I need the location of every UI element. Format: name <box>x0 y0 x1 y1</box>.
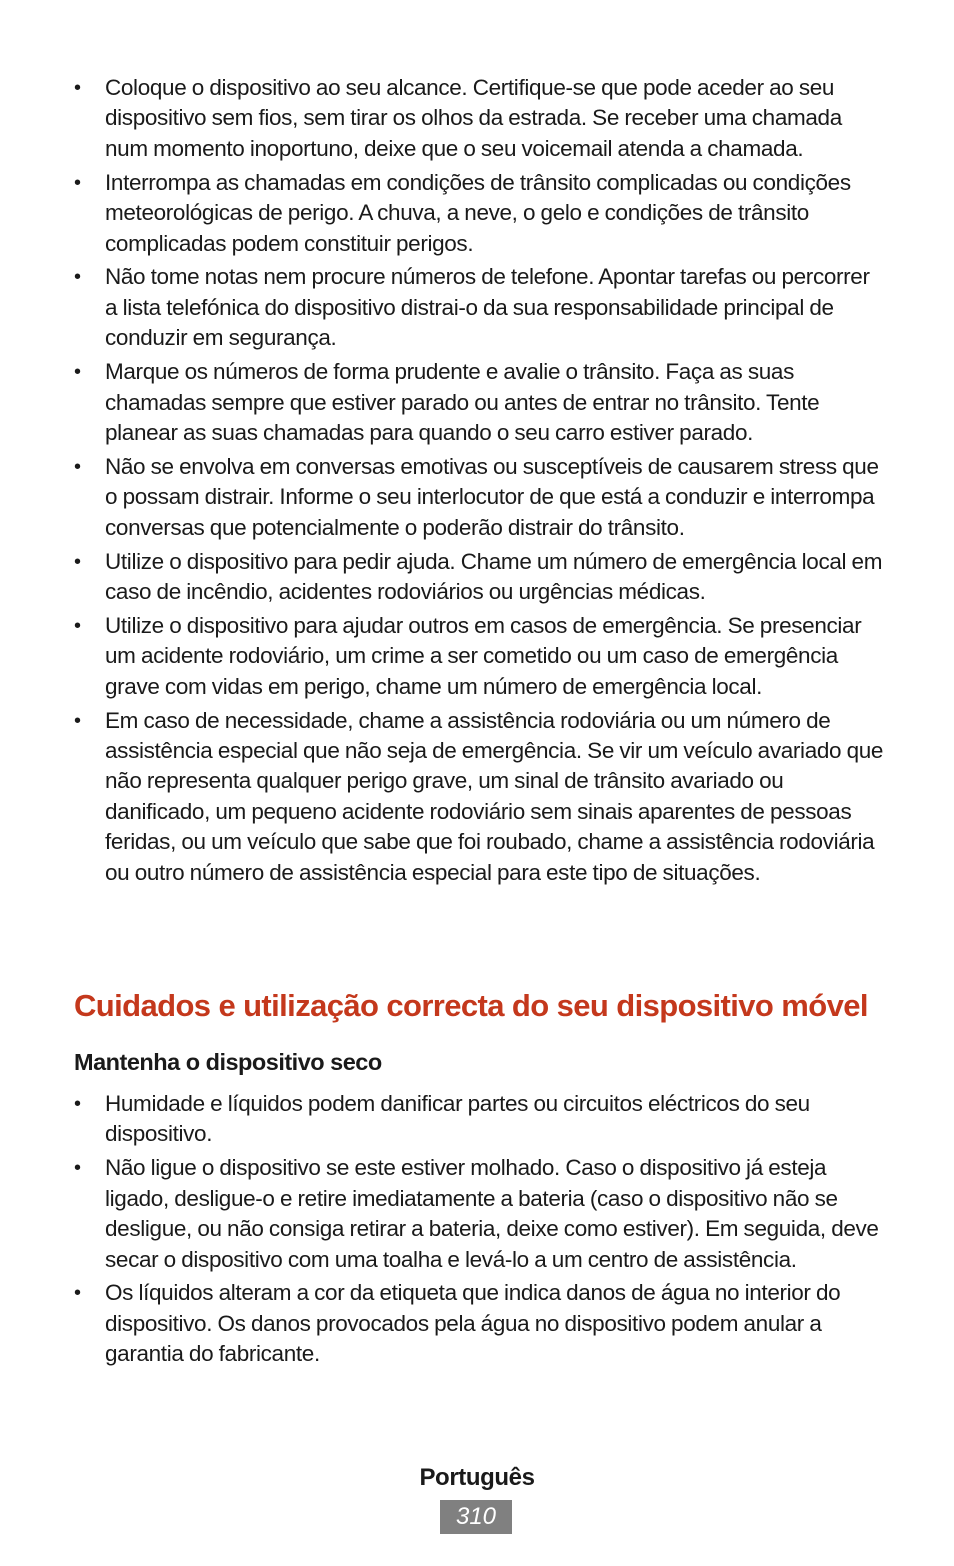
list-item <box>74 262 884 353</box>
list-item-text: Utilize o dispositivo para pedir ajuda. Chame um número de emergência local em caso de incêndio, acidentes rodoviários ou urgências médicas. <box>105 548 883 604</box>
bullet-marker: • <box>74 1093 81 1115</box>
footer-language: Português <box>419 1464 535 1491</box>
bullet-marker: • <box>74 171 81 194</box>
list-item-text: Humidade e líquidos podem danificar partes ou circuitos eléctricos do seu dispositivo. <box>105 1091 810 1147</box>
list-item-text: Utilize o dispositivo para ajudar outros em casos de emergência. Se presenciar um acidente rodoviário, um crime a ser cometido ou um caso de emergência grave com vidas em perigo, chame um número de emergência local. <box>105 612 862 699</box>
list-item-text: Coloque o dispositivo ao seu alcance. Certifique-se que pode aceder ao seu dispositivo sem fios, sem tirar os olhos da estrada. Se receber uma chamada num momento inoportuno, deixe que o seu voicemail atenda a chamada. <box>105 75 842 161</box>
bullet-marker: • <box>74 455 81 478</box>
bullet-marker: • <box>74 361 81 384</box>
list-item-text: Marque os números de forma prudente e avalie o trânsito. Faça as suas chamadas sempre que estiver parado ou antes de entrar no trânsito. Tente planear as suas chamadas para quando o seu carro estiver parado. <box>105 359 820 445</box>
subsection-title: Mantenha o dispositivo seco <box>74 1049 382 1075</box>
list-item <box>74 1278 884 1369</box>
bullet-marker: • <box>74 266 81 289</box>
list-item-text: Não tome notas nem procure números de telefone. Apontar tarefas ou percorrer a lista telefónica do dispositivo distrai-o da sua responsabilidade principal de conduzir em segurança. <box>105 264 870 351</box>
list-item <box>74 1153 884 1275</box>
list-item-text: Os líquidos alteram a cor da etiqueta que indica danos de água no interior do dispositivo. Os danos provocados pela água no dispositivo podem anular a garantia do fabricante. <box>105 1280 841 1367</box>
list-item <box>74 73 884 164</box>
page-number: 310 <box>440 1500 512 1534</box>
list-item-text: Não ligue o dispositivo se este estiver molhado. Caso o dispositivo já esteja ligado, desligue-o e retire imediatamente a bateria (caso o dispositivo não se desligue, ou não consiga retirar a bateria, deixe como estiver). Em seguida, deve secar o dispositivo com uma toalha e levá-lo a um centro de assistência. <box>105 1155 879 1272</box>
keep-dry-list <box>74 1089 884 1373</box>
list-item <box>74 547 884 608</box>
list-item <box>74 706 884 888</box>
list-item <box>74 357 884 448</box>
bullet-marker: • <box>74 1157 81 1180</box>
list-item <box>74 1089 884 1150</box>
list-item-text: Interrompa as chamadas em condições de trânsito complicadas ou condições meteorológicas de perigo. A chuva, a neve, o gelo e condições de trânsito complicadas podem constituir perigos. <box>105 169 851 256</box>
bullet-marker: • <box>74 1282 81 1305</box>
safety-driving-list <box>74 73 884 892</box>
list-item <box>74 168 884 259</box>
section-title: Cuidados e utilização correcta do seu dispositivo móvel <box>74 988 868 1023</box>
list-item <box>74 611 884 702</box>
list-item <box>74 452 884 543</box>
bullet-marker: • <box>74 77 81 99</box>
list-item-text: Em caso de necessidade, chame a assistência rodoviária ou um número de assistência especial que não seja de emergência. Se vir um veículo avariado que não representa qualquer perigo grave, um sinal de trânsito avariado ou danificado, um pequeno acidente rodoviário sem sinais aparentes de pessoas feridas, ou um veículo que sabe que foi roubado, chame a assistência rodoviária ou outro número de assistência especial para este tipo de situações. <box>105 707 884 885</box>
list-item-text: Não se envolva em conversas emotivas ou susceptíveis de causarem stress que o possam distrair. Informe o seu interlocutor de que está a conduzir e interrompa conversas que potencialmente o poderão distrair do trânsito. <box>105 453 879 540</box>
bullet-marker: • <box>74 614 81 637</box>
bullet-marker: • <box>74 709 81 732</box>
bullet-marker: • <box>74 550 81 573</box>
